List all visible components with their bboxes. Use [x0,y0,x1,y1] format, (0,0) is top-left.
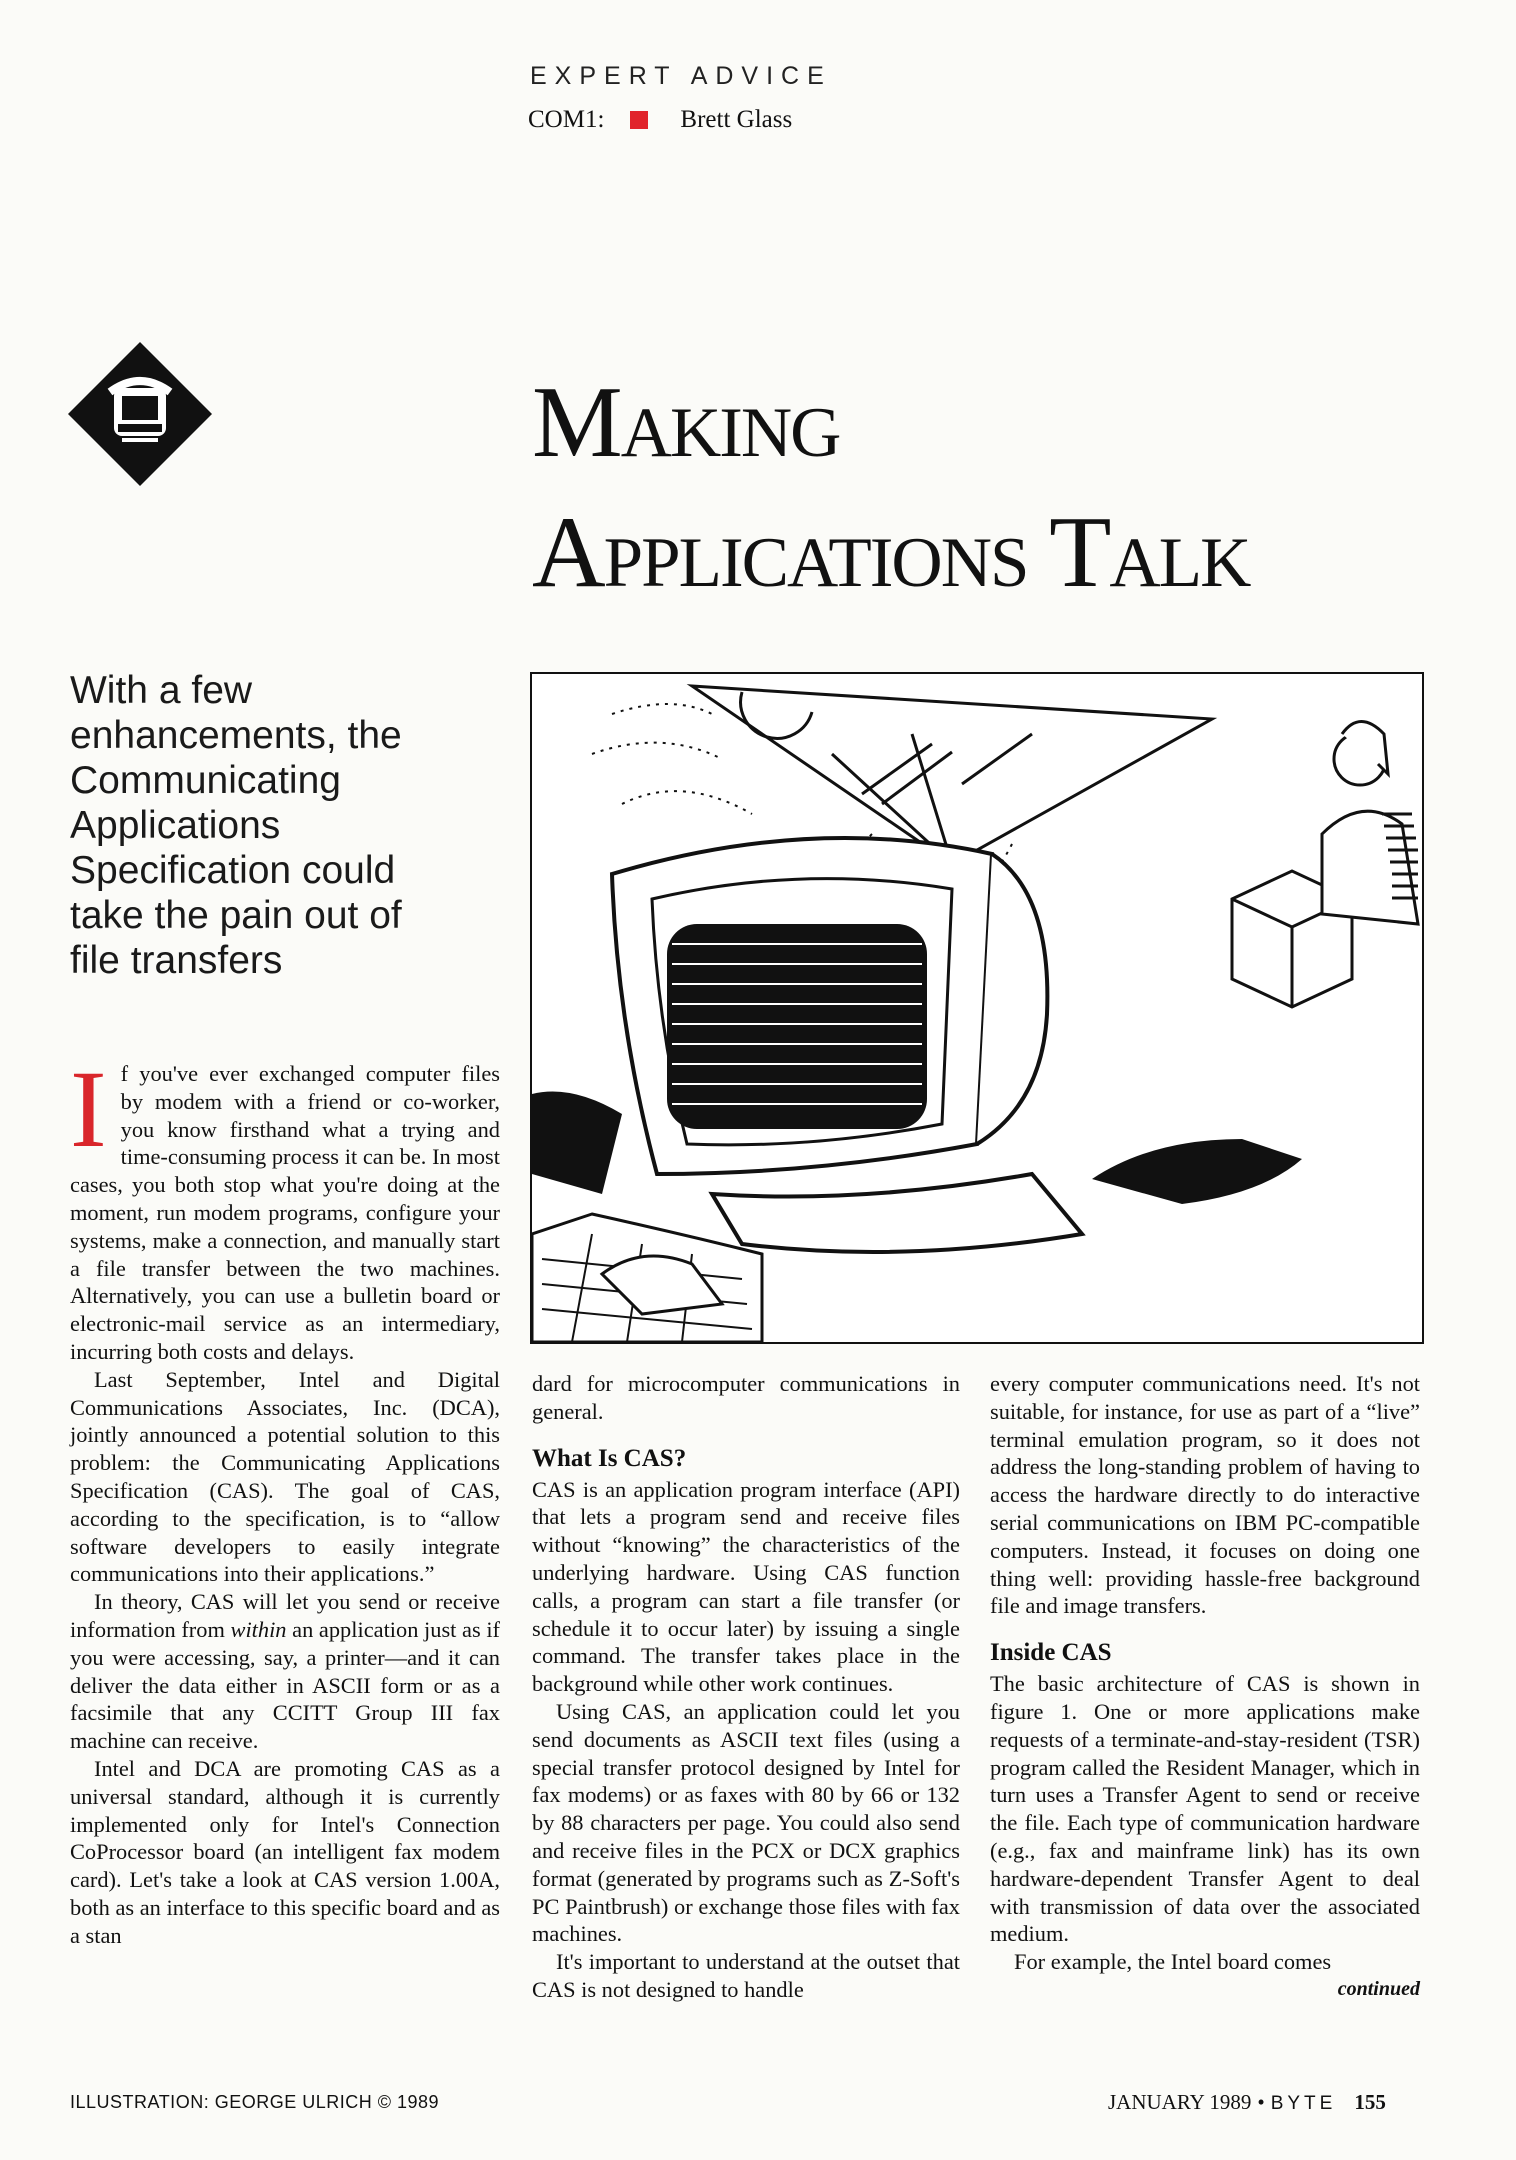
continued-label: continued [1337,1977,1420,2000]
paragraph-2: Last September, Intel and Digital Communications Associates, Inc. (DCA), jointly announced a potential solution to this problem: the Communicating Applications Specification (CAS). The goal of CAS, according to the specification, is to “allow software developers to easily integrate communications into their applications.” [70,1366,500,1587]
author-name: Brett Glass [680,106,793,133]
computer-and-paper-airplane-illustration [530,672,1424,1344]
paragraph-1: If you've ever exchanged computer files by modem with a friend or co-worker, you know firsthand what a trying and time-consuming process it can be. In most cases, you both stop what you're doing at the moment, run modem programs, configure your systems, make a connection, and manually start a file transfer between the two machines. Alternatively, you can use a bulletin board or electronic-mail service as an intermediary, incurring both costs and delays. [70,1048,500,1364]
page-number: 155 [1354,2090,1386,2114]
body-column-1 [70,1048,500,1950]
section-kicker: EXPERT ADVICE [530,62,832,90]
red-square-icon [630,111,648,129]
paragraph-8: The basic architecture of CAS is shown in figure 1. One or more applications make requests of a terminate-and-stay-resident (TSR) program called the Resident Manager, which in turn uses a Transfer Agent to send or receive the file. Each type of communication hardware (e.g., fax and mainframe link) has its own hardware-dependent Transfer Agent to deal with transmission of data over the associated medium. [990,1671,1420,1947]
issue-date: JANUARY 1989 [1108,2090,1252,2114]
paragraph-9: For example, the Intel board comes [1014,1949,1332,1975]
paragraph-7-continued: every computer communications need. It's not suitable, for instance, for use as part of a “live” terminal emulation program, so it does not address the long-standing problem of having to access the hardware directly to do interactive serial communications on IBM PC-compatible computers. Instead, it focuses on doing one thing well: providing hassle-free background file and image transfers. [990,1371,1420,1619]
paragraph-4: Intel and DCA are promoting CAS as a universal standard, although it is currently implemented only for Intel's Connection CoProcessor board (an intelligent fax modem card). Let's take a look at CAS version 1.00A, both as an interface to this specific board and as a stan [70,1755,500,1948]
title-line-2: Applications Talk [532,496,1250,609]
paragraph-5: CAS is an application program interface (API) that lets a program send and receive files without “knowing” the characteristics of the underlying hardware. Using CAS function calls, a program can start a file transfer (or schedule it to occur later) by issuing a single command. The transfer takes place in the background while other work continues. [532,1476,960,1697]
column-name: COM1: [528,106,605,133]
footer-bullet: • [1257,2090,1265,2114]
paragraph-4-continued: dard for microcomputer communications in general. [532,1371,960,1424]
article-title [532,358,1249,618]
paragraph-6: Using CAS, an application could let you send documents as ASCII text files (using a special transfer protocol designed by Intel for fax modems) or as faxes with 80 by 66 or 132 by 88 characters per page. You could also send and receive files in the PCX or DCX graphics format (generated by programs such as Z-Soft's PC Paintbrush) or exchange those files with fax machines. [532,1698,960,1947]
paragraph-7: It's important to understand at the outset that CAS is not designed to handle [532,1949,960,2002]
body-column-2 [532,1370,960,2004]
body-column-3 [990,1370,1420,2004]
page-footer [1108,2090,1386,2115]
heading-what-is-cas: What Is CAS? [532,1444,687,1472]
subhead: With a few enhancements, the Communicating Applications Specification could take the pain out of file transfers [70,669,402,982]
heading-inside-cas: Inside CAS [990,1639,1112,1667]
byline [528,106,792,134]
magazine-name: BYTE [1270,2093,1337,2114]
illustration-credit: ILLUSTRATION: GEORGE ULRICH © 1989 [70,2092,440,2112]
terminal-telephone-icon [66,340,214,488]
paragraph-3: In theory, CAS will let you send or receive information from within an application just as if you were accessing, say, a printer—and it can deliver the data either in ASCII form or as a facsimile that any CCITT Group III fax machine can receive. [70,1589,500,1754]
title-line-1: Making [532,366,840,479]
drop-cap: I [70,1048,107,1170]
